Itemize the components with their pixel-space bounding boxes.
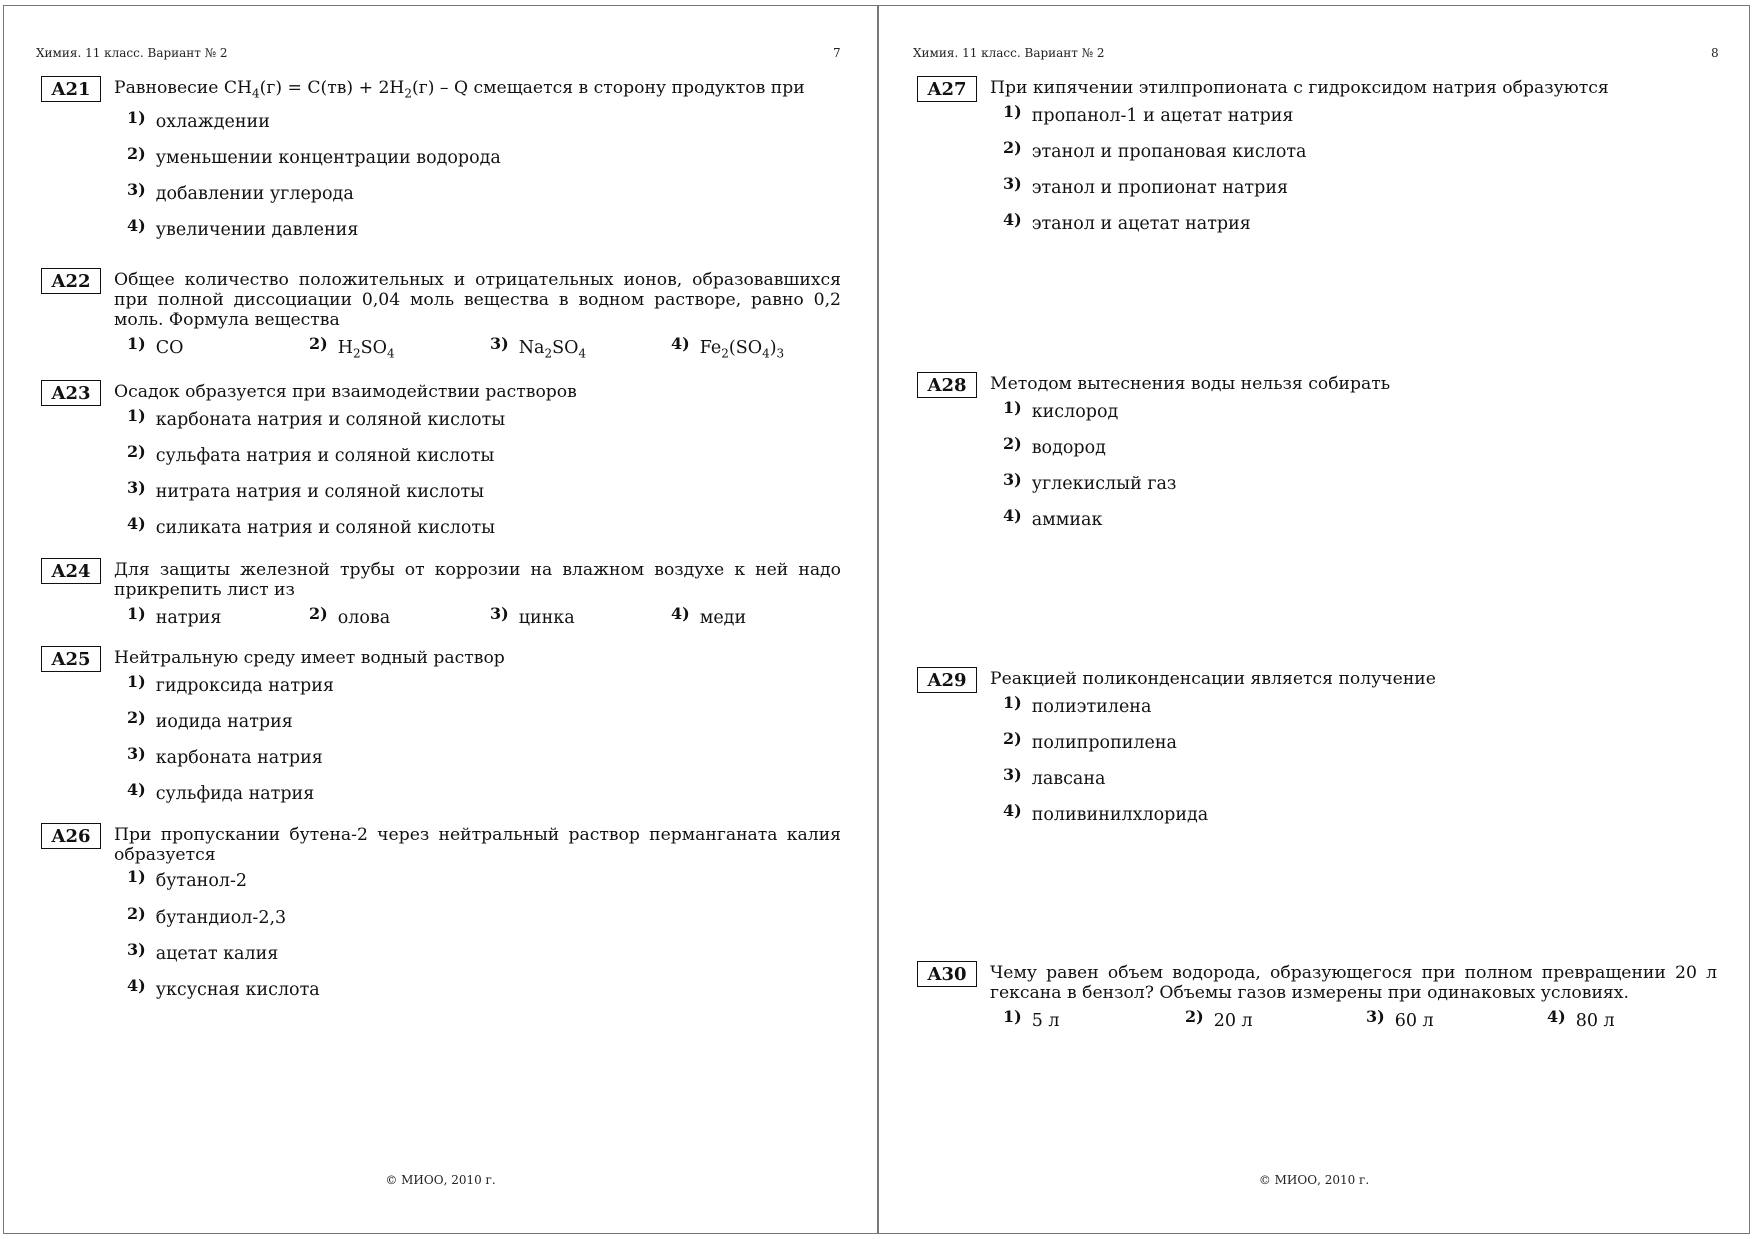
question-label: A22 [41,268,101,294]
answer-option[interactable]: 2) полипропилена [1003,729,1177,753]
answer-option[interactable]: 3) цинка [490,604,575,628]
page-header: Химия. 11 класс. Вариант № 2 [36,46,228,60]
question-text: Методом вытеснения воды нельзя собирать [990,374,1391,394]
question-a28 [917,372,1722,542]
question-label: A27 [917,76,977,102]
answer-option[interactable]: 1) бутанол-2 [127,867,248,891]
answer-option[interactable]: 1) гидроксида натрия [127,672,334,696]
answer-option[interactable]: 4) увеличении давления [127,216,359,240]
answer-option[interactable]: 2) 20 л [1185,1007,1253,1031]
answer-option[interactable]: 2) $H_2SO_4$ [309,334,395,361]
answer-option[interactable]: 1) полиэтилена [1003,693,1152,717]
question-text: Для защиты железной трубы от коррозии на влажном воздухе к ней надо прикрепить лист из [114,560,841,600]
right-page [878,5,1750,1234]
answer-option[interactable]: 3) ацетат калия [127,940,279,964]
answer-option[interactable]: 3) этанол и пропионат натрия [1003,174,1289,198]
answer-option[interactable]: 1) CO [127,334,184,358]
answer-option[interactable]: 3) углекислый газ [1003,470,1177,494]
answer-option[interactable]: 1) 5 л [1003,1007,1060,1031]
page-number: 8 [1711,46,1719,60]
answer-option[interactable]: 2) этанол и пропановая кислота [1003,138,1307,162]
answer-option[interactable]: 1) пропанол-1 и ацетат натрия [1003,102,1294,126]
question-label: A29 [917,667,977,693]
page-footer: © МИОО, 2010 г. [385,1173,496,1187]
question-a29 [917,667,1722,837]
answer-option[interactable]: 2) бутандиол-2,3 [127,904,287,928]
answer-option[interactable]: 3) нитрата натрия и соляной кислоты [127,478,485,502]
question-a24 [41,558,846,638]
answer-option[interactable]: 1) охлаждении [127,108,270,132]
question-text: При кипячении этилпропионата с гидроксидом натрия образуются [990,78,1609,98]
page-header: Химия. 11 класс. Вариант № 2 [913,46,1105,60]
answer-option[interactable]: 3) 60 л [1366,1007,1434,1031]
question-text: Общее количество положительных и отрицательных ионов, образовавшихся при полной диссоциации 0,04 моль вещества в водном растворе, равно 0,2 моль. Формула вещества [114,270,841,330]
answer-option[interactable]: 3) $Na_2SO_4$ [490,334,587,361]
answer-option[interactable]: 1) натрия [127,604,222,628]
question-label: A23 [41,380,101,406]
answer-option[interactable]: 4) меди [671,604,747,628]
answer-option[interactable]: 2) иодида натрия [127,708,293,732]
answer-option[interactable]: 4) 80 л [1547,1007,1615,1031]
question-label: A26 [41,823,101,849]
left-page [3,5,878,1234]
question-text: При пропускании бутена-2 через нейтральный раствор перманганата калия образуется [114,825,841,865]
question-label: A25 [41,646,101,672]
question-text: Равновесие $CH_4(г) = C(тв) + 2H_2(г) - Q$ смещается в сторону продуктов при [114,78,805,101]
answer-option[interactable]: 2) олова [309,604,391,628]
answer-option[interactable]: 4) аммиак [1003,506,1103,530]
page-number: 7 [833,46,841,60]
answer-option[interactable]: 4) поливинилхлорида [1003,801,1209,825]
question-text: Чему равен объем водорода, образующегося при полном превращении 20 л гексана в бензол? Объемы газов измерены при одинаковых условиях. [990,963,1717,1003]
question-label: A21 [41,76,101,102]
question-a25 [41,646,846,811]
answer-option[interactable]: 4) уксусная кислота [127,976,320,1000]
answer-option[interactable]: 1) кислород [1003,398,1119,422]
question-label: A24 [41,558,101,584]
question-text: Осадок образуется при взаимодействии растворов [114,382,577,402]
question-text: Нейтральную среду имеет водный раствор [114,648,505,668]
answer-option[interactable]: 3) добавлении углерода [127,180,354,204]
question-a22 [41,268,846,368]
answer-option[interactable]: 2) водород [1003,434,1106,458]
answer-option[interactable]: 3) лавсана [1003,765,1106,789]
question-label: A28 [917,372,977,398]
answer-option[interactable]: 2) сульфата натрия и соляной кислоты [127,442,495,466]
answer-option[interactable]: 4) $Fe_2(SO_4)_3$ [671,334,785,361]
page-footer: © МИОО, 2010 г. [1258,1173,1370,1187]
question-a23 [41,380,846,545]
answer-option[interactable]: 4) сульфида натрия [127,780,315,804]
answer-option[interactable]: 1) карбоната натрия и соляной кислоты [127,406,506,430]
question-label: A30 [917,961,977,987]
question-a26 [41,823,846,1008]
answer-option[interactable]: 3) карбоната натрия [127,744,323,768]
answer-option[interactable]: 4) силиката натрия и соляной кислоты [127,514,496,538]
answer-option[interactable]: 2) уменьшении концентрации водорода [127,144,501,168]
answer-option[interactable]: 4) этанол и ацетат натрия [1003,210,1251,234]
question-text: Реакцией поликонденсации является получение [990,669,1436,689]
question-a27 [917,76,1722,246]
question-a30 [917,961,1722,1041]
question-a21 [41,76,846,246]
